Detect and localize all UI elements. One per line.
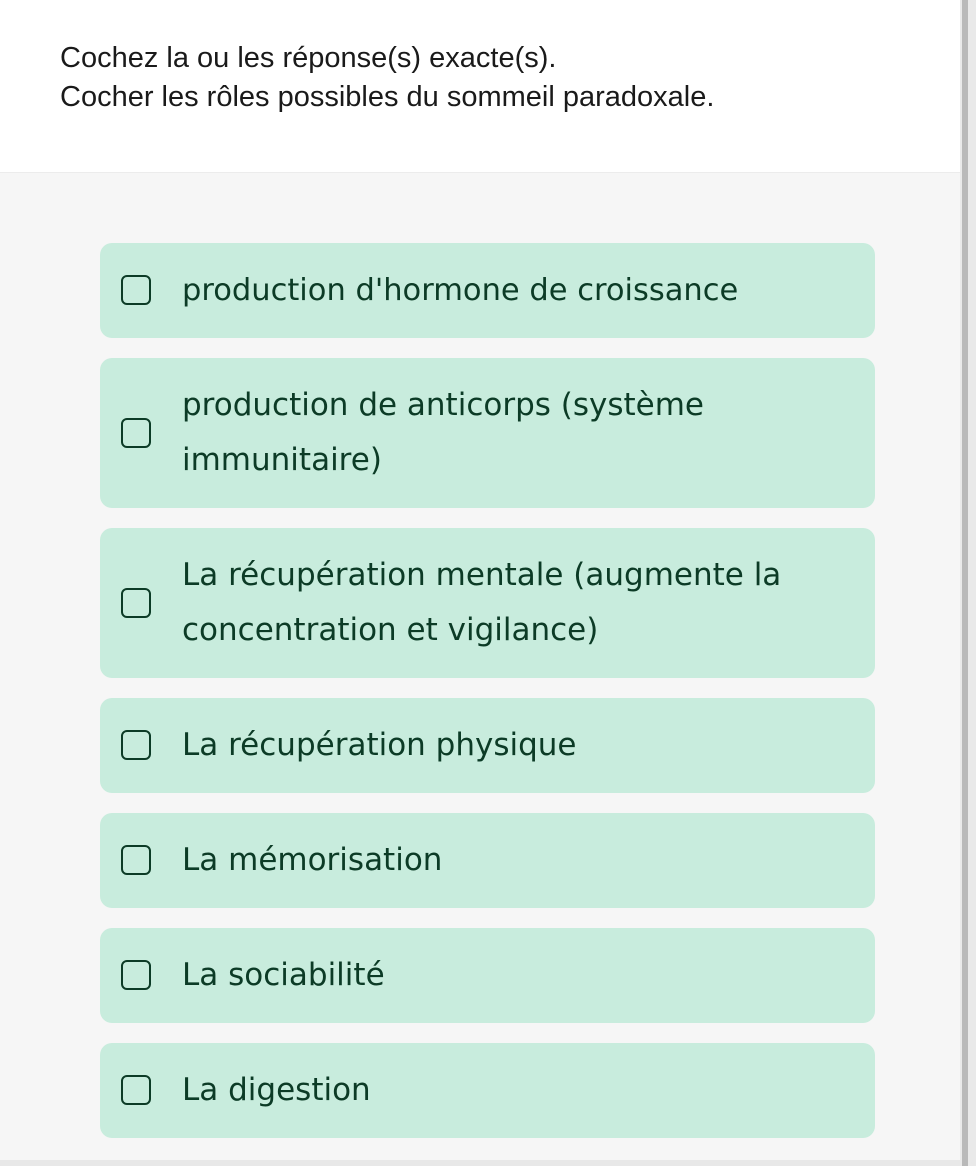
checkbox-icon[interactable]	[121, 418, 151, 448]
option-digestion[interactable]	[100, 1043, 875, 1138]
option-label: La récupération mentale (augmente la concentration et vigilance)	[182, 557, 782, 648]
instruction-text: Cochez la ou les réponse(s) exacte(s).	[60, 42, 557, 74]
option-hormone-croissance[interactable]	[100, 243, 875, 338]
question-text: Cocher les rôles possibles du sommeil paradoxale.	[60, 81, 715, 113]
checkbox-icon[interactable]	[121, 845, 151, 875]
checkbox-icon[interactable]	[121, 588, 151, 618]
option-label: production d'hormone de croissance	[182, 273, 739, 308]
option-label: La récupération physique	[182, 727, 577, 763]
checkbox-icon[interactable]	[121, 730, 151, 760]
option-sociabilite[interactable]	[100, 928, 875, 1023]
options-list	[0, 173, 960, 1166]
option-anticorps[interactable]	[100, 358, 875, 508]
checkbox-icon[interactable]	[121, 275, 151, 305]
scrollbar-thumb[interactable]	[962, 0, 968, 1166]
question-header	[0, 0, 960, 173]
option-recuperation-physique[interactable]	[100, 698, 875, 793]
checkbox-icon[interactable]	[121, 960, 151, 990]
option-label: La digestion	[182, 1072, 371, 1108]
checkbox-icon[interactable]	[121, 1075, 151, 1105]
option-recuperation-mentale[interactable]	[100, 528, 875, 678]
option-label: La mémorisation	[182, 842, 443, 878]
option-label: production de anticorps (système immunitaire)	[182, 387, 705, 478]
option-label: La sociabilité	[182, 957, 385, 993]
bottom-divider	[0, 1160, 960, 1166]
option-memorisation[interactable]	[100, 813, 875, 908]
